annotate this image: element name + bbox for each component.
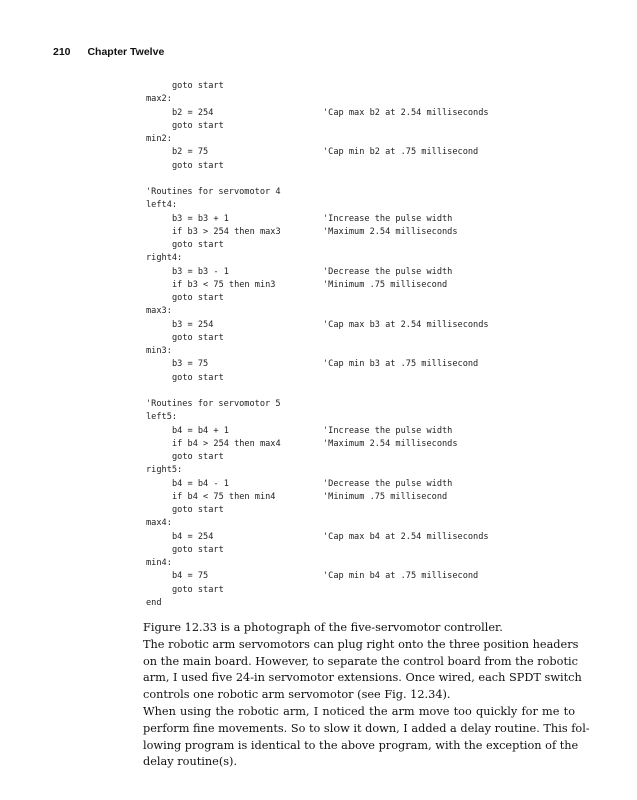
code-statement: b4 = b4 - 1	[172, 478, 229, 489]
code-statement: if b4 > 254 then max4	[172, 438, 281, 449]
code-comment: 'Maximum 2.54 milliseconds	[323, 438, 458, 449]
code-line	[146, 252, 281, 265]
text-line: on the main board. However, to separate the control board from the robotic	[143, 654, 578, 668]
code-comment: 'Cap min b2 at .75 millisecond	[323, 147, 479, 158]
code-line	[146, 398, 281, 411]
text-line: Figure 12.33 is a photograph of the five-servomotor controller.	[143, 621, 503, 634]
code-statement: goto start	[172, 372, 224, 383]
code-line	[146, 133, 281, 146]
code-comment: 'Cap max b4 at 2.54 milliseconds	[323, 531, 489, 542]
text-line: controls one robotic arm servomotor (see Fig. 12.34).	[143, 688, 451, 702]
code-line	[146, 411, 281, 424]
code-listing	[146, 80, 489, 610]
code-statement: b2 = 75	[172, 147, 209, 158]
code-statement: goto start	[172, 332, 224, 343]
code-statement: max2:	[146, 94, 172, 105]
code-statement: goto start	[172, 160, 224, 171]
code-line	[146, 451, 281, 464]
paragraph	[143, 620, 575, 637]
code-statement: goto start	[172, 452, 224, 462]
text-line: perform fine movements. So to slow it down, I added a delay routine. This fol-	[143, 721, 590, 735]
code-statement: b3 = b3 - 1	[172, 266, 229, 277]
code-line	[146, 345, 281, 358]
code-line	[146, 425, 453, 438]
code-statement: min2:	[146, 134, 172, 144]
paragraph	[143, 637, 582, 704]
code-comment: 'Maximum 2.54 milliseconds	[323, 226, 458, 237]
text-line: lowing program is identical to the above program, with the exception of the	[143, 738, 579, 752]
code-statement: left5:	[146, 412, 178, 423]
body-text	[143, 620, 590, 771]
code-statement: right5:	[146, 465, 183, 476]
code-line	[146, 266, 453, 279]
code-statement: b4 = 254	[172, 531, 214, 542]
code-line	[146, 305, 281, 318]
code-statement: max4:	[146, 518, 172, 529]
code-line	[146, 173, 281, 186]
code-comment: 'Decrease the pulse width	[323, 266, 453, 277]
code-line	[146, 517, 281, 530]
code-line	[146, 279, 448, 292]
code-line	[146, 464, 281, 477]
code-statement: if b3 > 254 then max3	[172, 226, 281, 237]
code-line	[146, 358, 479, 371]
code-statement: 'Routines for servomotor 4	[146, 187, 281, 197]
code-line	[146, 213, 453, 226]
code-line	[146, 107, 489, 120]
code-statement: min4:	[146, 558, 172, 568]
code-line	[146, 292, 281, 305]
code-line	[146, 597, 281, 610]
text-line: When using the robotic arm, I noticed the arm move too quickly for me to	[143, 704, 575, 718]
code-line	[146, 372, 281, 385]
code-comment: 'Increase the pulse width	[323, 213, 453, 224]
code-statement: goto start	[172, 293, 224, 303]
code-statement: b4 = b4 + 1	[172, 425, 229, 436]
code-statement: b4 = 75	[172, 571, 209, 582]
code-line	[146, 557, 281, 570]
code-statement: left4:	[146, 200, 178, 211]
code-comment: 'Cap max b3 at 2.54 milliseconds	[323, 319, 489, 330]
code-line	[146, 570, 479, 583]
paragraph	[143, 704, 590, 771]
code-statement: right4:	[146, 253, 183, 264]
code-statement: max3:	[146, 306, 172, 317]
code-comment: 'Cap max b2 at 2.54 milliseconds	[323, 107, 489, 118]
code-statement: min3:	[146, 346, 172, 356]
code-line	[146, 438, 458, 451]
code-comment: 'Minimum .75 millisecond	[323, 279, 448, 290]
code-statement: 'Routines for servomotor 5	[146, 399, 281, 409]
code-comment: 'Cap min b3 at .75 millisecond	[323, 359, 479, 370]
code-statement: if b3 < 75 then min3	[172, 279, 276, 290]
chapter-title: Chapter Twelve	[87, 46, 165, 58]
code-statement: b3 = 75	[172, 359, 209, 370]
code-statement: goto start	[172, 81, 224, 91]
code-comment: 'Minimum .75 millisecond	[323, 491, 448, 502]
code-comment: 'Cap min b4 at .75 millisecond	[323, 571, 479, 582]
code-statement: goto start	[172, 120, 224, 131]
code-statement: goto start	[172, 544, 224, 555]
code-statement: if b4 < 75 then min4	[172, 491, 276, 502]
code-line	[146, 531, 489, 544]
code-statement: b2 = 254	[172, 107, 214, 118]
code-line	[146, 584, 281, 597]
code-line	[146, 491, 448, 504]
code-line	[146, 120, 281, 133]
running-header	[53, 46, 164, 58]
code-line	[146, 504, 281, 517]
code-line	[146, 544, 281, 557]
text-line: The robotic arm servomotors can plug right onto the three position headers	[143, 637, 579, 651]
code-line	[146, 332, 281, 345]
code-statement: goto start	[172, 505, 224, 515]
code-statement: b3 = b3 + 1	[172, 213, 229, 224]
page-number: 210	[53, 46, 71, 58]
code-line	[146, 239, 281, 252]
code-statement: goto start	[172, 584, 224, 595]
code-line	[146, 186, 281, 199]
code-line	[146, 146, 479, 159]
text-line: delay routine(s).	[143, 755, 238, 769]
code-line	[146, 93, 281, 106]
code-line	[146, 80, 281, 93]
code-statement: b3 = 254	[172, 319, 214, 330]
code-statement: goto start	[172, 240, 224, 250]
code-line	[146, 385, 281, 398]
code-line	[146, 478, 453, 491]
text-line: arm, I used five 24-in servomotor extensions. Once wired, each SPDT switch	[143, 671, 582, 685]
code-line	[146, 199, 281, 212]
code-statement: end	[146, 597, 162, 608]
code-line	[146, 226, 458, 239]
code-comment: 'Increase the pulse width	[323, 425, 453, 436]
code-comment: 'Decrease the pulse width	[323, 478, 453, 489]
code-line	[146, 319, 489, 332]
code-line	[146, 160, 281, 173]
